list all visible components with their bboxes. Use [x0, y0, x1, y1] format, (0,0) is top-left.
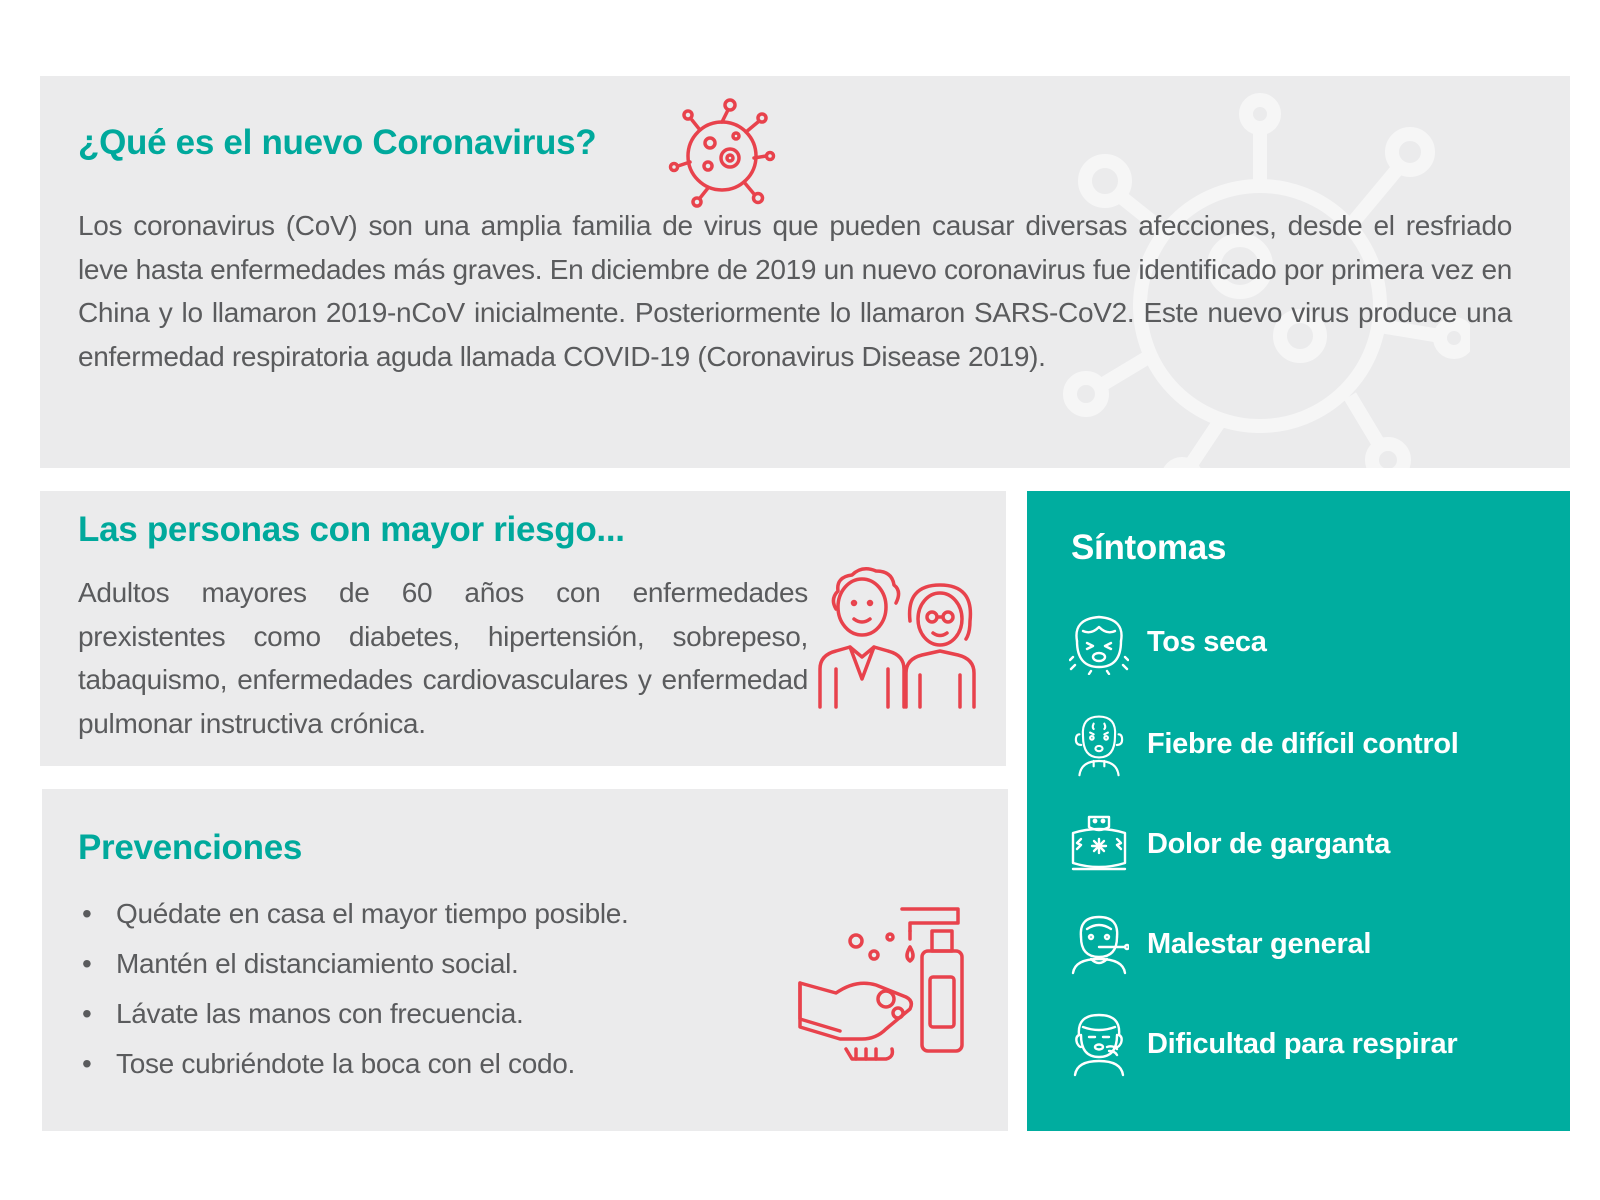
symptom-label: Dificultad para respirar [1147, 1028, 1458, 1060]
risk-description: Adultos mayores de 60 años con enfermedades prexistentes como diabetes, hipertensión, sobrepeso, tabaquismo, enfermedades cardiovasculares y enfermedad pulmonar instructiva crónica. [78, 577, 808, 739]
bullet: • [82, 948, 92, 979]
prevention-title: Prevenciones [78, 828, 303, 867]
breathing-difficulty-icon [1069, 1013, 1129, 1077]
bullet: • [82, 898, 92, 929]
handwashing-sanitizer-icon [794, 895, 974, 1065]
prevention-item: • Tose cubriéndote la boca con el codo. [82, 1039, 629, 1089]
elderly-couple-icon [814, 557, 984, 712]
intro-description: Los coronavirus (CoV) son una amplia familia de virus que pueden causar diversas afecciones, desde el resfriado leve hasta enfermedades más graves. En diciembre de 2019 un nuevo coronavirus fue identificado por primera vez en China y lo llamaron 2019-nCoV inicialmente. Posteriormente lo llamaron SARS-CoV2. Este nuevo virus produce una enfermedad respiratoria aguda llamada COVID-19 (Coronavirus Disease 2019). [78, 210, 1512, 372]
coughing-face-icon [1069, 611, 1129, 675]
intro-title: ¿Qué es el nuevo Coronavirus? [78, 123, 597, 162]
symptom-item [1069, 813, 1549, 877]
prevention-item: • Mantén el distanciamiento social. [82, 939, 629, 989]
symptom-label: Tos seca [1147, 626, 1267, 658]
symptom-label: Fiebre de difícil control [1147, 728, 1459, 760]
risk-title: Las personas con mayor riesgo... [78, 510, 625, 549]
prevention-list [82, 889, 629, 1089]
symptoms-panel [1027, 491, 1570, 1131]
sore-throat-icon [1069, 813, 1129, 877]
symptom-item [1069, 1013, 1549, 1077]
symptom-item [1069, 611, 1549, 675]
symptom-label: Dolor de garganta [1147, 828, 1391, 860]
symptoms-title: Síntomas [1071, 528, 1227, 567]
symptom-label: Malestar general [1147, 928, 1372, 960]
symptom-item [1069, 713, 1549, 777]
fever-face-icon [1069, 713, 1129, 777]
symptom-item [1069, 913, 1549, 977]
bullet: • [82, 1048, 92, 1079]
bullet: • [82, 998, 92, 1029]
prevention-item: • Lávate las manos con frecuencia. [82, 989, 629, 1039]
prevention-panel [42, 789, 1008, 1131]
thermometer-face-icon [1069, 913, 1129, 977]
risk-panel [40, 491, 1006, 766]
virus-icon [666, 98, 776, 208]
prevention-item: • Quédate en casa el mayor tiempo posible. [82, 889, 629, 939]
intro-panel [40, 76, 1570, 468]
